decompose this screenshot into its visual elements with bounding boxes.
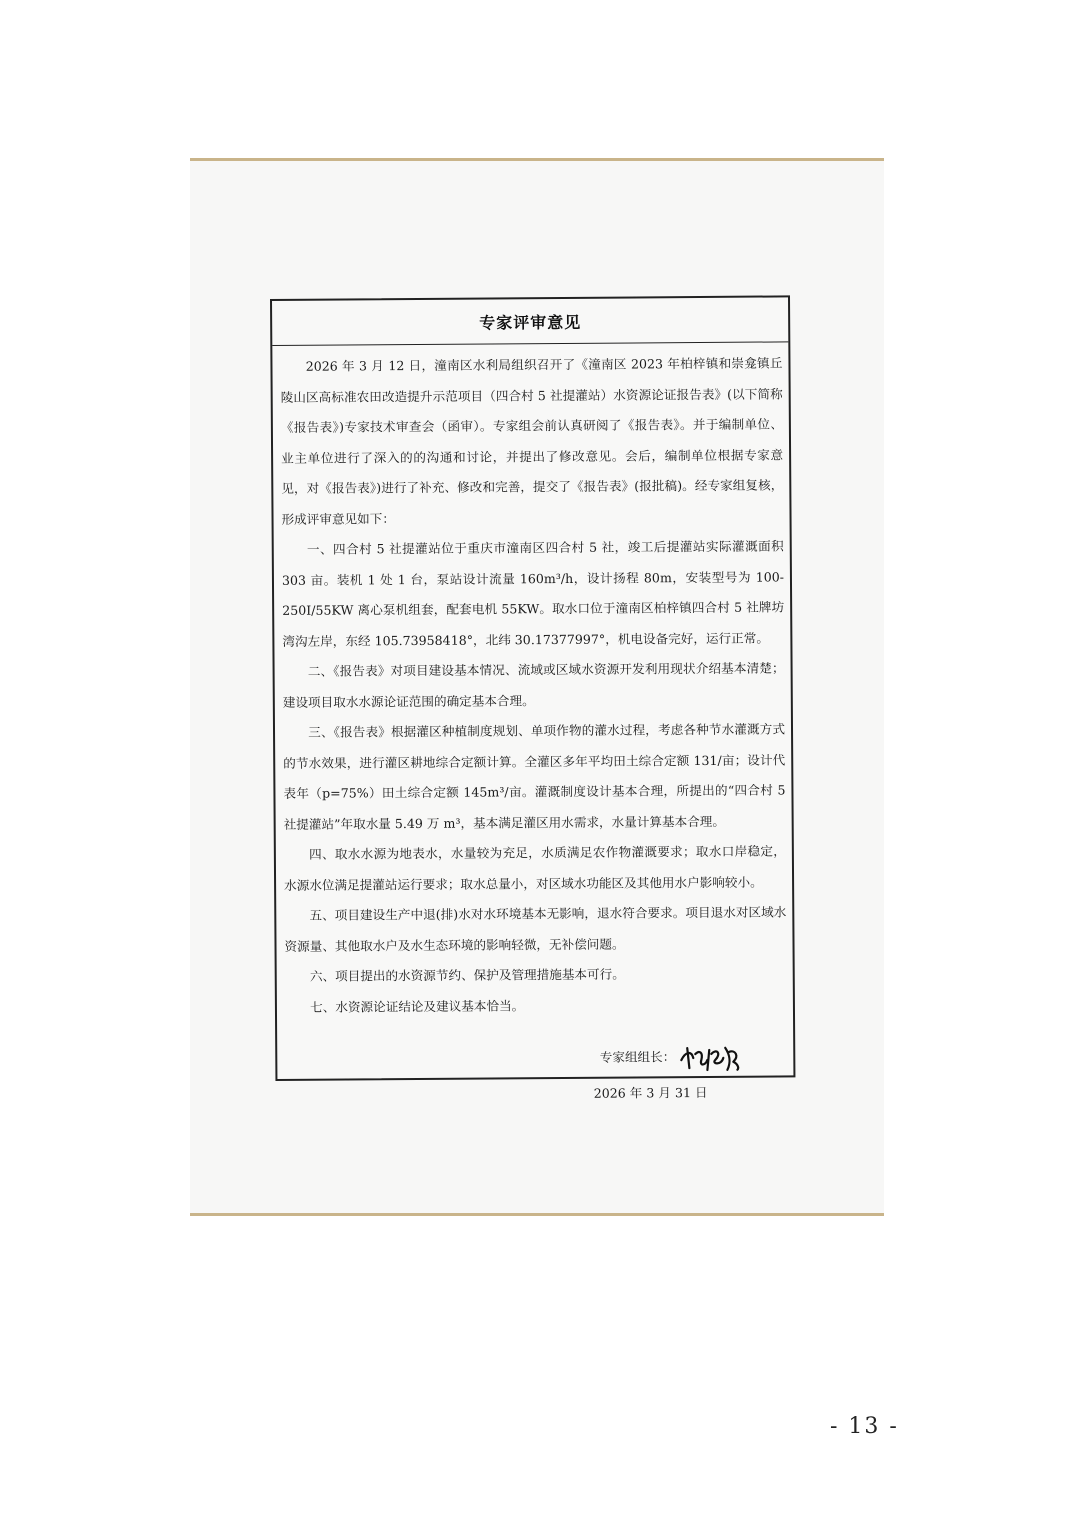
signing-date: 2026 年 3 月 31 日 <box>593 1084 708 1101</box>
expert-review-box <box>270 295 795 1101</box>
paragraph-item-5: 五、项目建设生产中退(排)水对水环境基本无影响，退水符合要求。项目退水对区域水资源量、其他取水户及水生态环境的影响轻微，无补偿问题。 <box>284 904 787 954</box>
paragraph-intro: 2026 年 3 月 12 日，潼南区水利局组织召开了《潼南区 2023 年柏梓镇和崇龛镇丘陵山区高标准农田改造提升示范项目（四合村 5 社提灌站）水资源论证报告表》(以下简称《报告表》)专家技术审查会（函审）。专家组会前认真研阅了《报告表》。并于编制单位、业主单位进行了深入的的沟通和讨论，并提出了修改意见。会后，编制单位根据专家意见，对《报告表》)进行了补充、修改和完善，提交了《报告表》(报批稿)。经专家组复核，形成评审意见如下： <box>280 355 784 527</box>
paragraph-item-6: 六、项目提出的水资源节约、保护及管理措施基本可行。 <box>309 966 625 984</box>
signer-label: 专家组组长： <box>599 1048 676 1065</box>
paragraph-item-4: 四、取水水源为地表水，水量较为充足，水质满足农作物灌溉要求；取水口岸稳定，水源水位满足提灌站运行要求；取水总量小，对区域水功能区及其他用水户影响较小。 <box>284 843 786 893</box>
scanned-page <box>190 158 884 1216</box>
paragraph-item-2: 二、《报告表》对项目建设基本情况、流域或区域水资源开发利用现状介绍基本清楚；建设项目取水水源论证范围的确定基本合理。 <box>282 660 785 710</box>
signature-row <box>285 1039 787 1077</box>
paragraph-item-7: 七、水资源论证结论及建议基本恰当。 <box>310 997 525 1015</box>
document-body <box>272 342 793 1111</box>
handwritten-signature <box>677 1040 743 1074</box>
document-title: 专家评审意见 <box>272 297 788 346</box>
paragraph-item-3: 三、《报告表》根据灌区种植制度规划、单项作物的灌水过程，考虑各种节水灌溉方式的节水效果，进行灌区耕地综合定额计算。全灌区多年平均田土综合定额 131/亩；设计代表年（p=75%）田土综合定额 145m³/亩。灌溉制度设计基本合理，所提出的“四合村 5 社提灌站”年取水量 5.49 万 m³，基本满足灌区用水需求，水量计算基本合理。 <box>283 721 786 832</box>
paragraph-item-1: 一、四合村 5 社提灌站位于重庆市潼南区四合村 5 社，竣工后提灌站实际灌溉面积 303 亩。装机 1 处 1 台，泵站设计流量 160m³/h，设计扬程 80m，安装型号为 100-250I/55KW 离心泵机组套，配套电机 55KW。取水口位于潼南区柏梓镇四合村 5 社牌坊湾沟左岸，东经 105.73958418°，北纬 30.17377997°，机电设备完好，运行正常。 <box>281 538 785 649</box>
page-number: - 13 - <box>830 1414 899 1439</box>
